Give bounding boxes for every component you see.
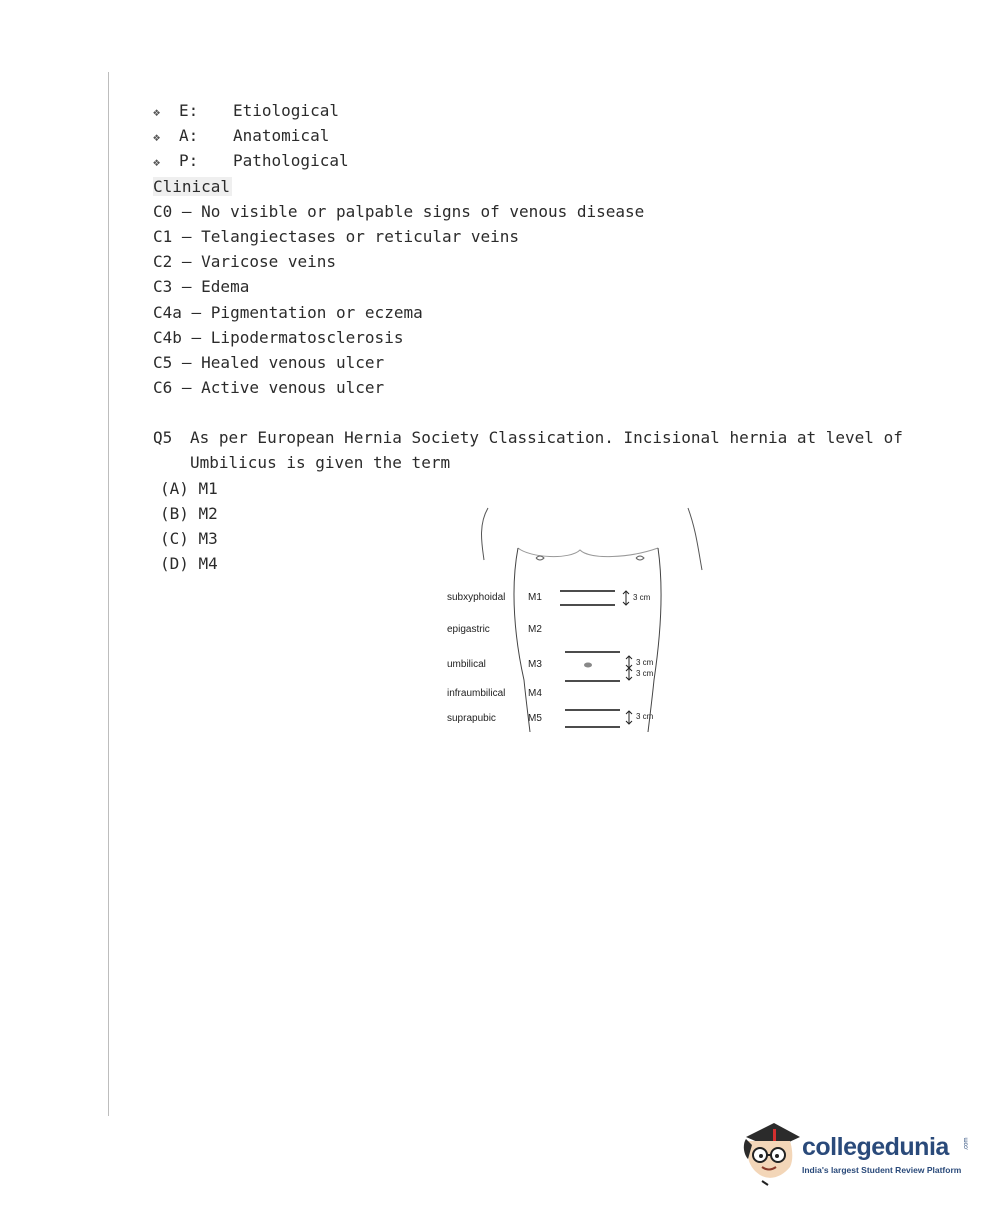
- answer-option: (D) M4: [160, 554, 218, 574]
- question-line: [153, 425, 953, 450]
- question-text: As per European Hernia Society Classication. Incisional hernia at level of: [190, 428, 903, 448]
- ceap-key: P:: [179, 151, 199, 171]
- diamond-bullet-icon: ❖: [153, 155, 161, 170]
- clinical-item: C3 – Edema: [153, 277, 250, 297]
- nipple-left: [536, 556, 544, 560]
- ceap-key: A:: [179, 126, 199, 146]
- clinical-item: C0 – No visible or palpable signs of venous disease: [153, 201, 645, 221]
- clinical-item: C1 – Telangiectases or reticular veins: [153, 226, 520, 246]
- clinical-heading-line: [153, 174, 953, 199]
- zone-code: M5: [528, 713, 542, 724]
- umbilicus-mark: [584, 663, 592, 668]
- answer-option: (B) M2: [160, 503, 218, 523]
- nipple-right: [636, 556, 644, 560]
- page-margin-line: [108, 72, 109, 1116]
- zone-code: M3: [528, 659, 542, 670]
- ceap-key: E:: [179, 101, 199, 120]
- clinical-heading: Clinical: [153, 176, 231, 196]
- diamond-bullet-icon: ❖: [153, 130, 161, 145]
- clinical-item: C6 – Active venous ulcer: [153, 378, 385, 398]
- torso-drawing: [440, 500, 710, 735]
- measure-label: 3 cm: [633, 593, 651, 602]
- logo-suffix: .com: [963, 1137, 970, 1151]
- clinical-item: C4a – Pigmentation or eczema: [153, 302, 423, 322]
- region-label: subxyphoidal: [447, 592, 506, 603]
- clinical-item: C5 – Healed venous ulcer: [153, 352, 385, 372]
- question-text-continued: Umbilicus is given the term: [190, 453, 451, 473]
- region-label: infraumbilical: [447, 688, 506, 699]
- measure-label: 3 cm: [636, 658, 654, 667]
- ceap-item: [153, 123, 953, 148]
- ceap-item: [153, 148, 953, 173]
- answer-option: (C) M3: [160, 529, 218, 548]
- clinical-item: C4b – Lipodermatosclerosis: [153, 327, 404, 347]
- measure-label: 3 cm: [636, 712, 654, 721]
- zone-code: M2: [528, 624, 542, 635]
- clinical-item: C2 – Varicose veins: [153, 252, 337, 272]
- collegedunia-logo: [740, 1115, 980, 1195]
- zone-code: M4: [528, 688, 542, 699]
- logo-tagline: India's largest Student Review Platform: [802, 1165, 962, 1175]
- diamond-bullet-icon: ❖: [153, 105, 161, 119]
- region-label: umbilical: [447, 659, 486, 670]
- mascot-icon: [740, 1115, 802, 1190]
- logo-wordmark: collegedunia: [802, 1133, 949, 1161]
- region-label: suprapubic: [447, 713, 496, 724]
- ceap-value: Pathological: [233, 151, 349, 171]
- region-label: epigastric: [447, 624, 490, 635]
- zone-code: M1: [528, 592, 542, 603]
- ceap-item: [153, 98, 953, 123]
- measure-label: 3 cm: [636, 669, 654, 678]
- answer-option: (A) M1: [160, 478, 218, 498]
- hernia-classification-figure: [440, 500, 710, 735]
- ceap-value: Anatomical: [233, 126, 330, 146]
- ceap-value: Etiological: [233, 101, 339, 120]
- question-number: Q5: [153, 428, 173, 448]
